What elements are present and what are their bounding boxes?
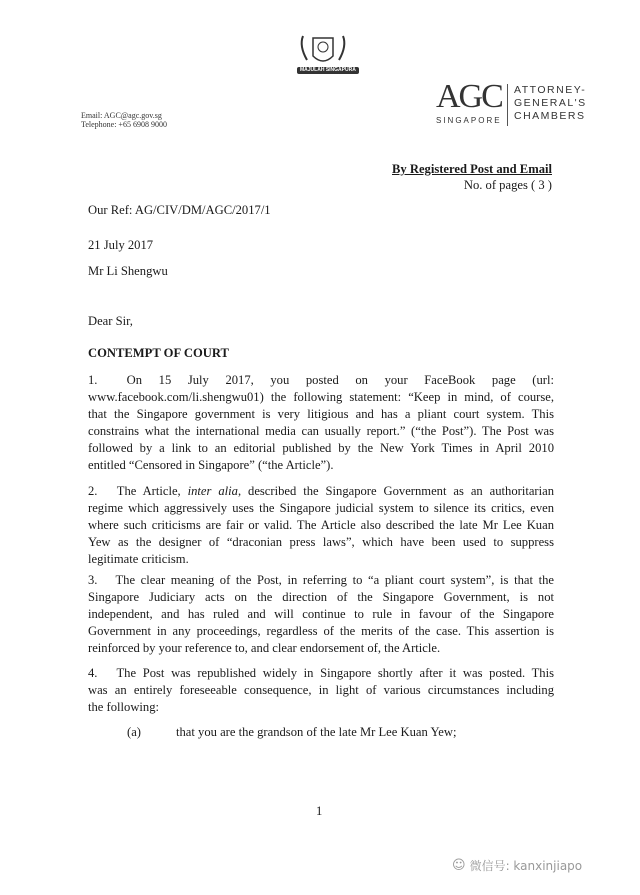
text-line: independent, and has ruled and will continue to rule in favour of the Singapore	[88, 607, 554, 621]
org-line: ATTORNEY-	[514, 84, 587, 96]
text-line: entitled “Censored in Singapore” (“the Article”).	[88, 458, 334, 472]
text-line: the following:	[88, 700, 160, 714]
text-line: Singapore Judiciary acts on the direction of the Singapore Government, is not	[88, 590, 554, 604]
text-line: 3. The clear meaning of the Post, in referring to “a pliant court system”, is that the	[88, 573, 554, 587]
crest-motto: MAJULAH SINGAPURA	[297, 67, 359, 74]
text-line: www.facebook.com/li.shengwu01) the following statement: “Keep in mind, of course,	[88, 390, 554, 404]
text-line: followed by a link to an editorial published by the New York Times in April 2010	[88, 441, 554, 455]
text-line: regime which aggressively uses the Singapore judicial system to silence its critics, even	[88, 501, 554, 515]
text-line: where such criticisms are fair or valid. The Article also described the late Mr Lee Kuan	[88, 518, 554, 532]
org-line: GENERAL'S	[514, 97, 587, 109]
paragraph-1	[88, 372, 554, 474]
delivery-method: By Registered Post and Email	[392, 162, 552, 176]
recipient: Mr Li Shengwu	[88, 264, 168, 278]
text-line: legitimate criticism.	[88, 552, 189, 566]
text-line: Yew as the designer of “draconian press laws”, which have been used to suppress	[88, 535, 554, 549]
text-line: reinforced by your reference to, and clear endorsement of, the Article.	[88, 641, 441, 655]
page-number: 1	[316, 804, 323, 818]
org-line: CHAMBERS	[514, 110, 586, 122]
text-line: constrains what the international media can usually report.” (“the Post”). The Post was	[88, 424, 554, 438]
text-line: Government in any proceedings, regardless of the merits of the case. This assertion is	[88, 624, 554, 638]
text-line: was an entirely foreseeable consequence, in light of various circumstances including	[88, 683, 554, 697]
text-line: 1. On 15 July 2017, you posted on your FaceBook page (url:	[88, 373, 554, 387]
text-line: that the Singapore government is very litigious and has a pliant court system. This	[88, 407, 554, 421]
agc-singapore: SINGAPORE	[436, 116, 502, 125]
item-a-text: that you are the grandson of the late Mr Lee Kuan Yew;	[176, 725, 457, 739]
paragraph-3	[88, 572, 554, 657]
email: Email: AGC@agc.gov.sg	[81, 111, 162, 120]
reference: Our Ref: AG/CIV/DM/AGC/2017/1	[88, 203, 271, 217]
date: 21 July 2017	[88, 238, 154, 252]
item-a-label: (a)	[127, 725, 141, 739]
agc-logo: AGC	[436, 78, 502, 115]
paragraph-4	[88, 665, 554, 716]
salutation: Dear Sir,	[88, 314, 133, 328]
text-line: 2. The Article, inter alia, described the Singapore Government as an authoritarian	[88, 484, 554, 498]
heading: CONTEMPT OF COURT	[88, 346, 229, 360]
logo-divider	[507, 84, 508, 126]
wechat-icon: ☺	[452, 858, 466, 873]
singapore-crest-icon	[297, 28, 349, 68]
text-line: 4. The Post was republished widely in Singapore shortly after it was posted. This	[88, 666, 554, 680]
telephone: Telephone: +65 6908 9000	[81, 120, 167, 129]
watermark-text: 微信号: kanxinjiapo	[469, 859, 583, 873]
page-count: No. of pages ( 3 )	[463, 178, 552, 192]
paragraph-2	[88, 483, 554, 568]
watermark	[452, 857, 582, 874]
